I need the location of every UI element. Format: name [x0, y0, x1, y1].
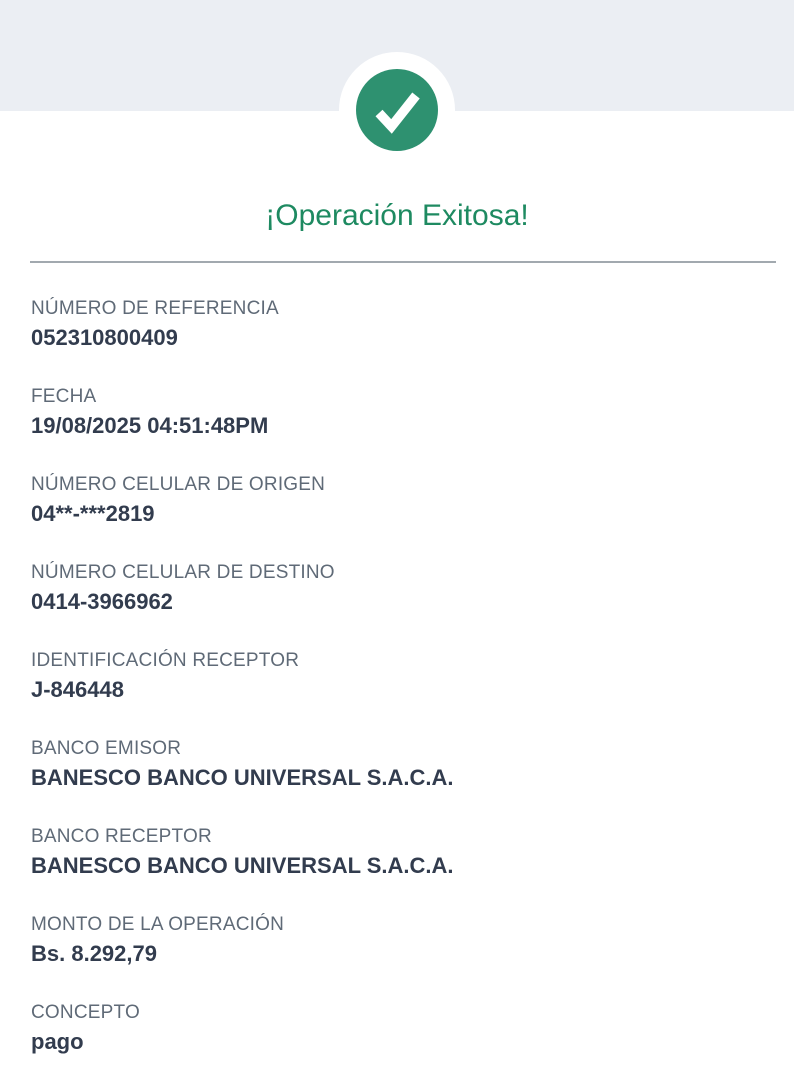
field-numero-celular-destino: [31, 562, 763, 614]
field-label: MONTO DE LA OPERACIÓN: [31, 914, 285, 935]
receipt-fields: [0, 298, 794, 1054]
check-icon: [356, 69, 438, 151]
field-value: 052310800409: [31, 325, 178, 350]
field-identificacion-receptor: [31, 650, 763, 702]
field-fecha: [31, 386, 763, 438]
field-value: BANESCO BANCO UNIVERSAL S.A.C.A.: [31, 853, 454, 878]
field-label: NÚMERO CELULAR DE ORIGEN: [31, 474, 326, 495]
field-value: pago: [31, 1029, 84, 1054]
page-title: ¡Operación Exitosa!: [265, 199, 529, 232]
field-label: NÚMERO DE REFERENCIA: [31, 298, 279, 319]
field-label: FECHA: [31, 386, 97, 407]
field-label: NÚMERO CELULAR DE DESTINO: [31, 562, 335, 583]
success-badge: [339, 52, 455, 168]
field-value: 19/08/2025 04:51:48PM: [31, 413, 269, 438]
field-banco-receptor: [31, 826, 763, 878]
field-numero-de-referencia: [31, 298, 763, 350]
field-numero-celular-origen: [31, 474, 763, 526]
divider: [30, 261, 776, 263]
field-label: BANCO EMISOR: [31, 738, 182, 759]
field-label: BANCO RECEPTOR: [31, 826, 212, 847]
field-label: IDENTIFICACIÓN RECEPTOR: [31, 650, 300, 671]
field-value: 04**-***2819: [31, 501, 155, 526]
field-monto-operacion: [31, 914, 763, 966]
field-value: Bs. 8.292,79: [31, 941, 157, 966]
field-banco-emisor: [31, 738, 763, 790]
field-value: BANESCO BANCO UNIVERSAL S.A.C.A.: [31, 765, 454, 790]
field-value: 0414-3966962: [31, 589, 173, 614]
field-value: J-846448: [31, 677, 124, 702]
field-label: CONCEPTO: [31, 1002, 140, 1023]
field-concepto: [31, 1002, 763, 1054]
